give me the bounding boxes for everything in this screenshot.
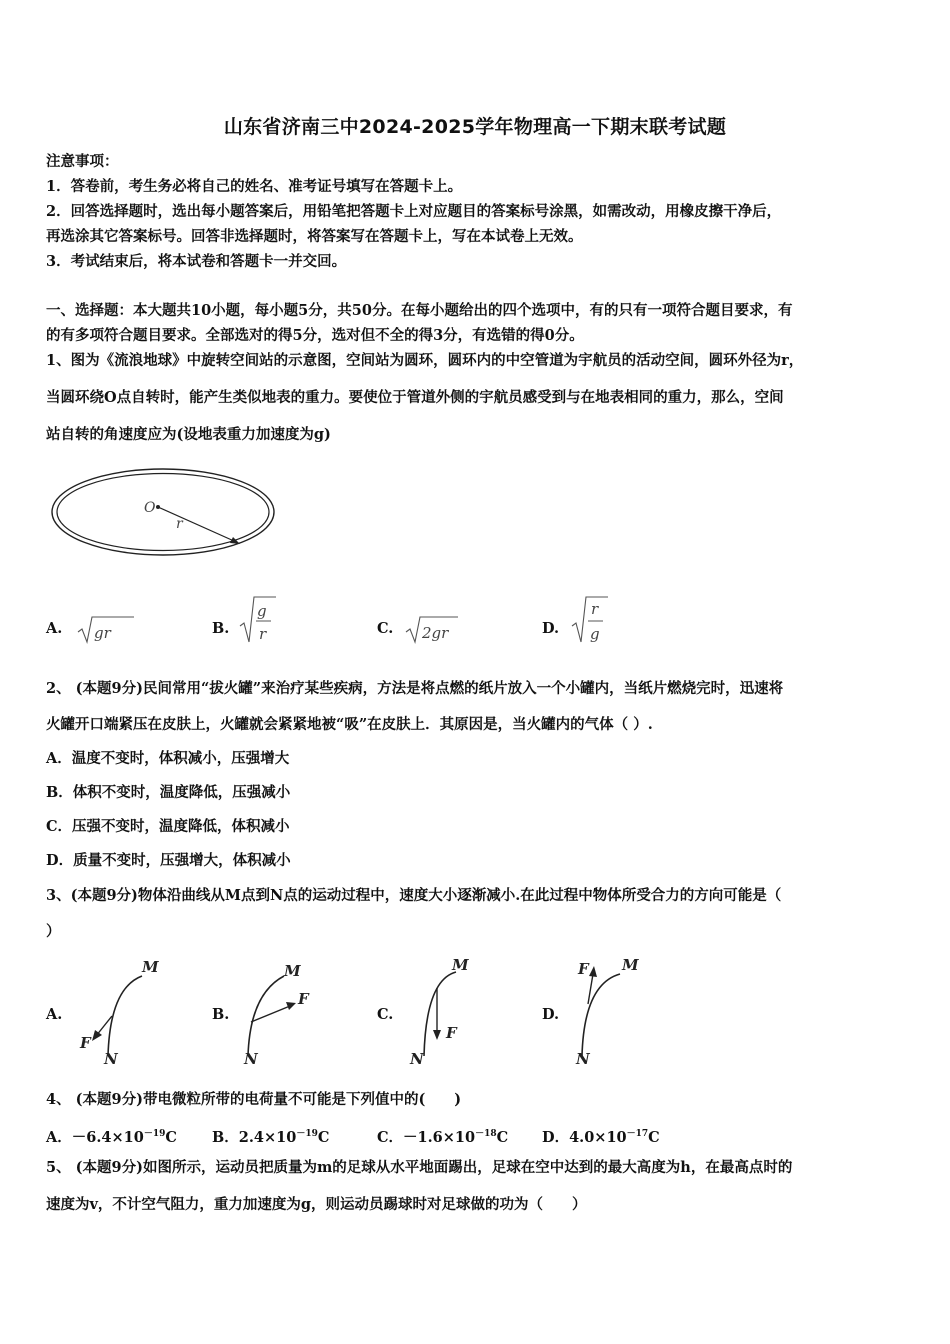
svg-text:N: N bbox=[244, 1050, 258, 1068]
curve-figure-a bbox=[74, 954, 174, 1074]
svg-text:g: g bbox=[590, 625, 600, 643]
svg-text:N: N bbox=[104, 1050, 118, 1068]
svg-text:r: r bbox=[591, 600, 599, 618]
option-label: A. bbox=[46, 620, 63, 637]
question-3-text: 3、(本题9分)物体沿曲线从M点到N点的运动过程中，速度大小逐渐减小.在此过程中物体所受合力的方向可能是（ bbox=[46, 887, 782, 904]
question-2-option: D．质量不变时，压强增大，体积减小 bbox=[46, 852, 291, 869]
svg-text:F: F bbox=[80, 1034, 91, 1052]
question-4-option: C．$-1.6\times 10^{-18}C$ bbox=[377, 1129, 509, 1146]
notice-item: 2．回答选择题时，选出每小题答案后，用铅笔把答题卡上对应题目的答案标号涂黑，如需改动，用橡皮擦干净后， bbox=[46, 203, 782, 220]
question-3-text: ） bbox=[46, 923, 61, 940]
option-label: B. bbox=[212, 620, 230, 637]
option-label: C. bbox=[377, 620, 394, 637]
option-b-expr bbox=[238, 594, 278, 646]
option-d-expr bbox=[570, 594, 610, 646]
radius-label: r bbox=[176, 516, 183, 532]
svg-text:N: N bbox=[410, 1050, 424, 1068]
option-c-expr bbox=[404, 614, 460, 646]
question-1-text: 1、图为《流浪地球》中旋转空间站的示意图，空间站为圆环，圆环内的中空管道为宇航员的活动空间，圆环外径为r， bbox=[46, 352, 804, 369]
option-label: D. bbox=[542, 620, 560, 637]
section-heading: 一、选择题：本大题共10小题，每小题5分，共50分。在每小题给出的四个选项中，有的只有一项符合题目要求，有 bbox=[46, 302, 793, 319]
svg-text:2gr: 2gr bbox=[422, 624, 449, 642]
svg-text:M: M bbox=[622, 956, 639, 974]
section-heading: 的有多项符合题目要求。全部选对的得5分，选对但不全的得3分，有选错的得0分。 bbox=[46, 327, 584, 344]
svg-text:M: M bbox=[284, 962, 301, 980]
question-4-option: B．$2.4\times 10^{-19}C$ bbox=[212, 1129, 330, 1146]
svg-text:M: M bbox=[142, 958, 159, 976]
question-4-text: 4、 (本题9分)带电微粒所带的电荷量不可能是下列值中的( ) bbox=[46, 1091, 462, 1108]
svg-text:r: r bbox=[259, 625, 267, 643]
option-label: C. bbox=[377, 1006, 394, 1023]
question-2-text: 火罐开口端紧压在皮肤上，火罐就会紧紧地被“吸”在皮肤上．其原因是，当火罐内的气体（ ）. bbox=[46, 716, 653, 733]
question-4-option: A．$-6.4\times 10^{-19}C$ bbox=[46, 1129, 177, 1146]
svg-text:g: g bbox=[257, 602, 267, 620]
curve-figure-b bbox=[238, 954, 338, 1074]
notice-item: 3．考试结束后，将本试卷和答题卡一并交回。 bbox=[46, 253, 347, 270]
center-label: O bbox=[144, 500, 156, 516]
question-5-text: 速度为v，不计空气阻力，重力加速度为g，则运动员踢球时对足球做的功为（ ） bbox=[46, 1196, 587, 1213]
notice-heading: 注意事项： bbox=[46, 153, 119, 170]
svg-text:F: F bbox=[298, 990, 309, 1008]
question-5-text: 5、 (本题9分)如图所示，运动员把质量为m的足球从水平地面踢出，足球在空中达到的最大高度为h，在最高点时的 bbox=[46, 1159, 793, 1176]
question-1-text: 当圆环绕O点自转时，能产生类似地表的重力。要使位于管道外侧的宇航员感受到与在地表相同的重力，那么，空间 bbox=[46, 389, 784, 406]
space-station-figure bbox=[48, 466, 280, 566]
question-2-option: A．温度不变时，体积减小，压强增大 bbox=[46, 750, 290, 767]
notice-item: 再选涂其它答案标号。回答非选择题时，将答案写在答题卡上，写在本试卷上无效。 bbox=[46, 228, 583, 245]
option-a-expr bbox=[76, 614, 136, 646]
svg-text:M: M bbox=[452, 956, 469, 974]
notice-item: 1．答卷前，考生务必将自己的姓名、准考证号填写在答题卡上。 bbox=[46, 178, 463, 195]
option-label: A. bbox=[46, 1006, 63, 1023]
question-2-option: C．压强不变时，温度降低，体积减小 bbox=[46, 818, 290, 835]
curve-figure-c bbox=[404, 954, 504, 1074]
question-4-option: D．$4.0\times 10^{-17}C$ bbox=[542, 1129, 660, 1146]
question-1-text: 站自转的角速度应为(设地表重力加速度为g) bbox=[46, 426, 331, 443]
question-2-text: 2、 (本题9分)民间常用“拔火罐”来治疗某些疾病，方法是将点燃的纸片放入一个小罐内，当纸片燃烧完时，迅速将 bbox=[46, 680, 784, 697]
page-title: 山东省济南三中2024-2025学年物理高一下期末联考试题 bbox=[223, 116, 727, 138]
option-label: B. bbox=[212, 1006, 230, 1023]
svg-text:N: N bbox=[576, 1050, 590, 1068]
curve-figure-d bbox=[570, 954, 670, 1074]
question-2-option: B．体积不变时，温度降低，压强减小 bbox=[46, 784, 291, 801]
option-label: D. bbox=[542, 1006, 560, 1023]
svg-text:F: F bbox=[446, 1024, 457, 1042]
svg-text:gr: gr bbox=[94, 624, 111, 642]
svg-text:F: F bbox=[578, 960, 589, 978]
